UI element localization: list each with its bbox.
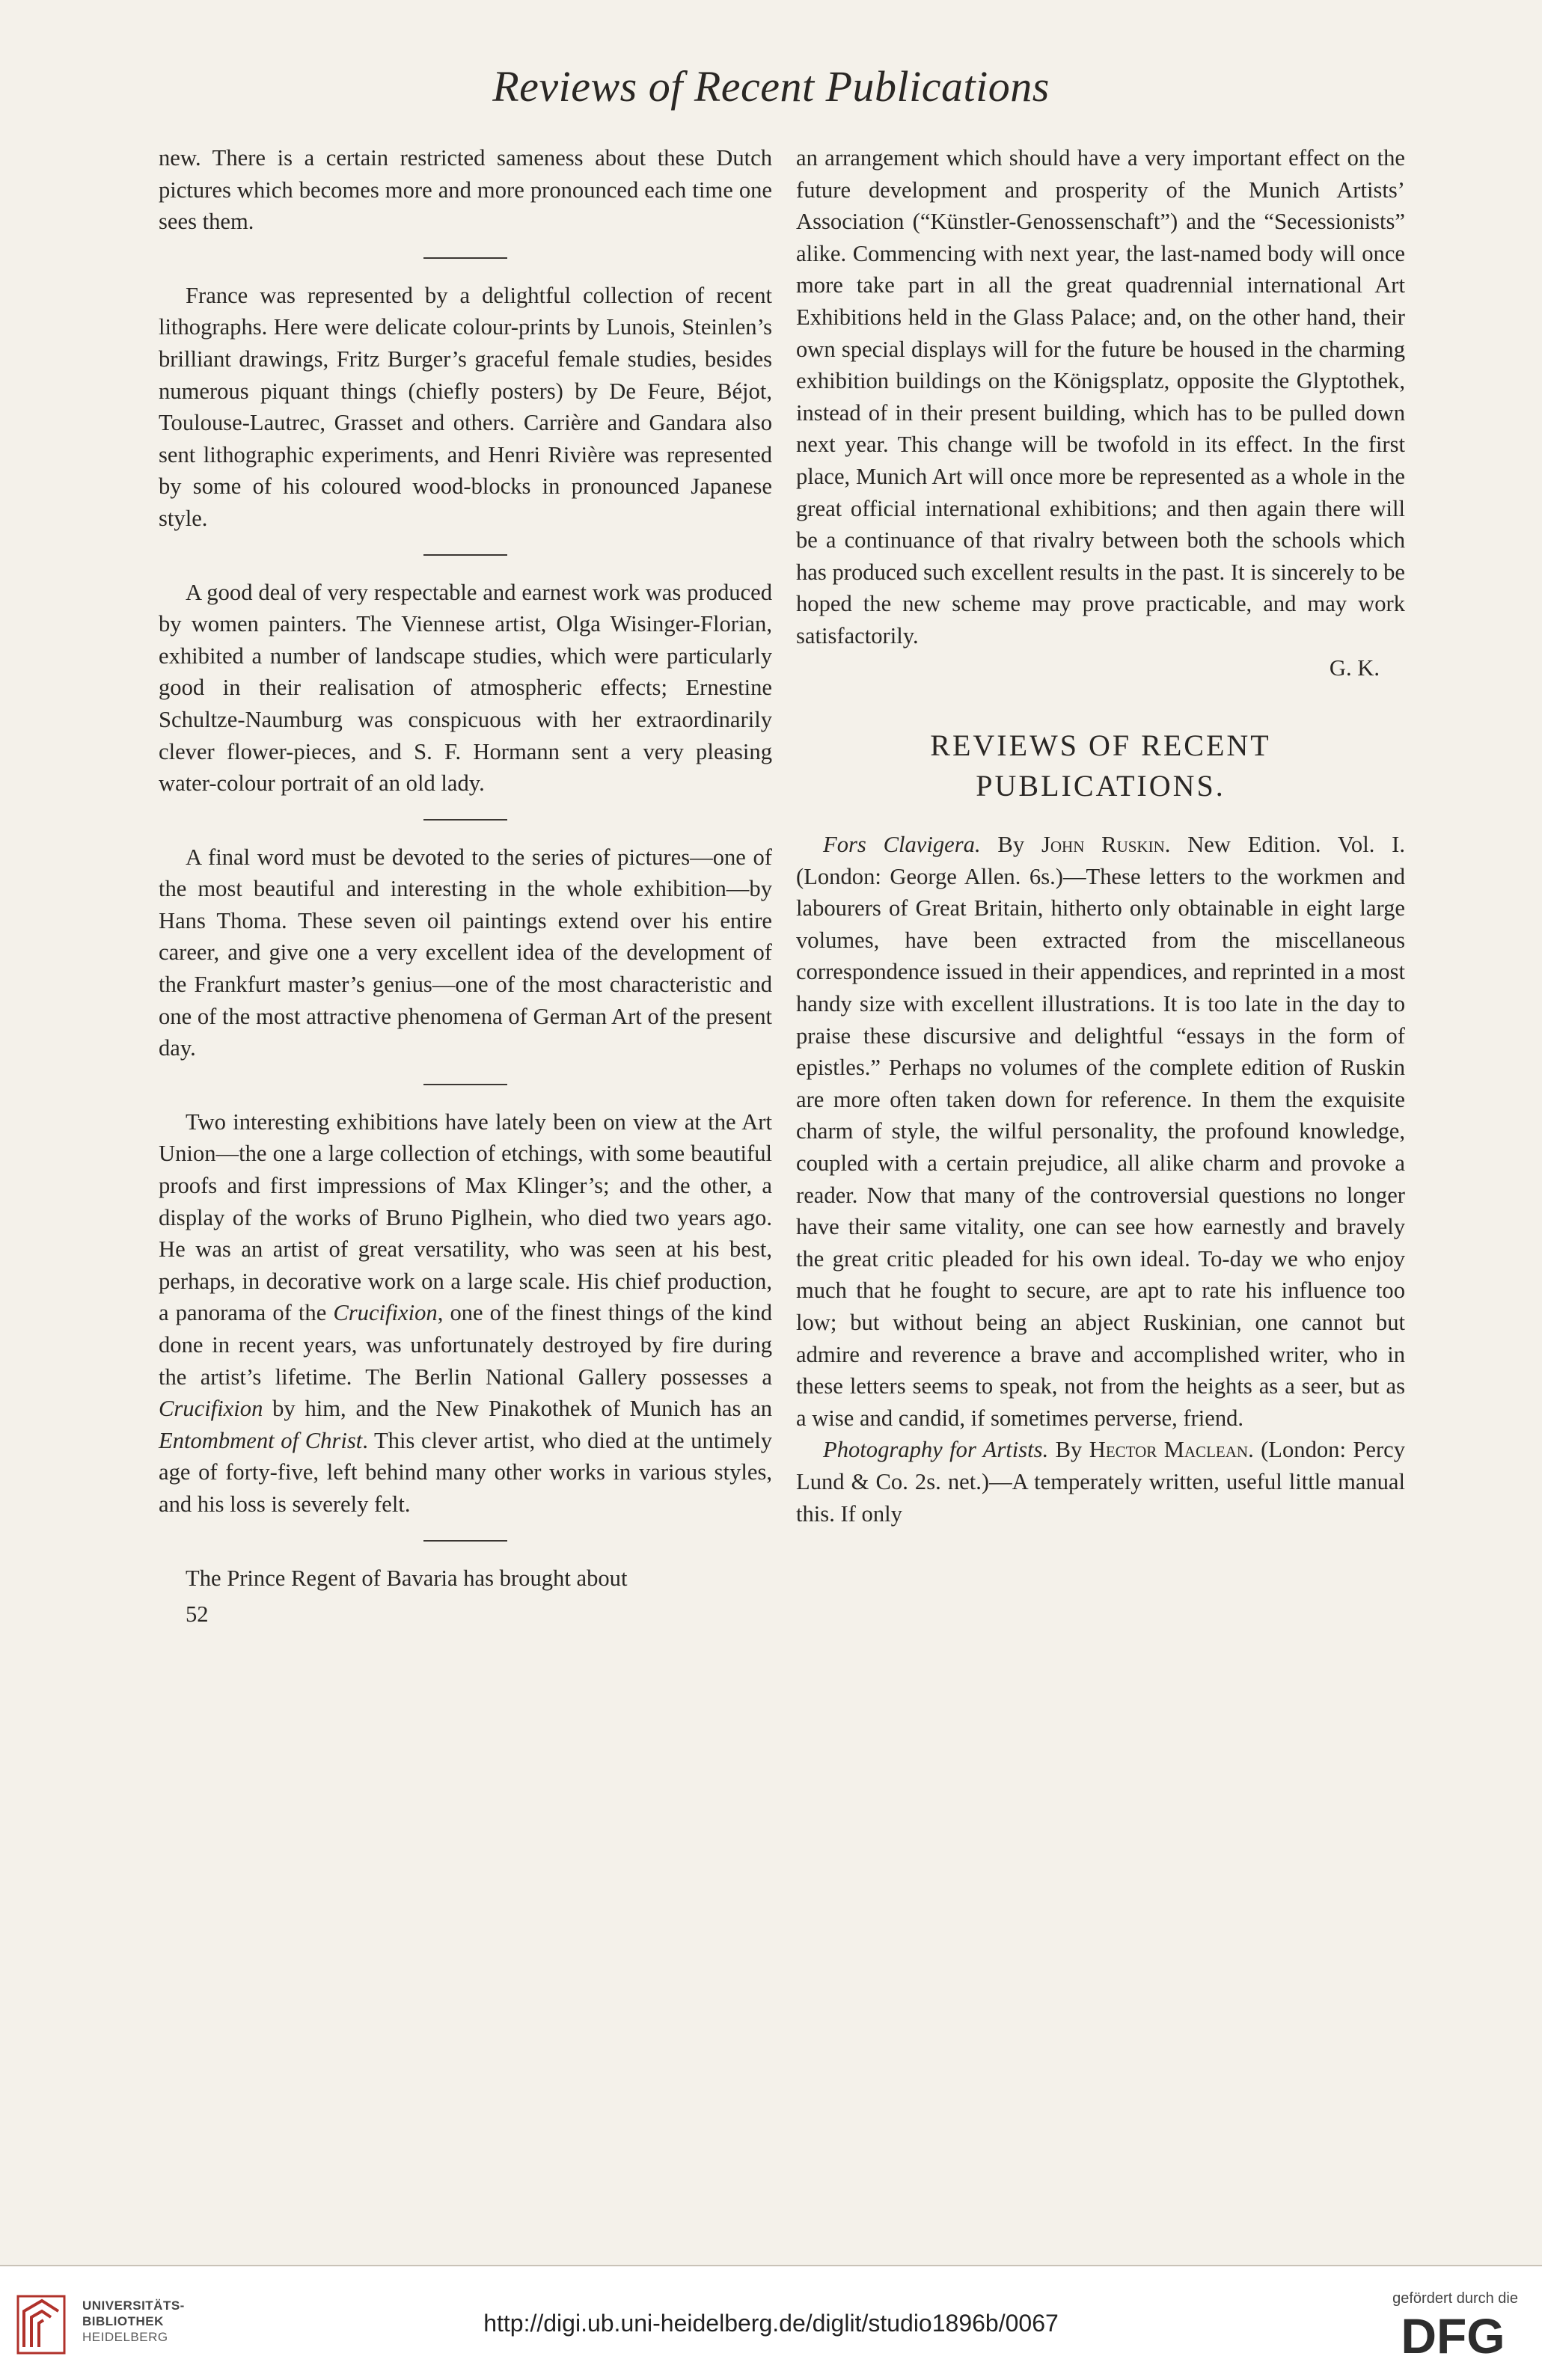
review-text: . New Edition. Vol. I. (London: George Allen. 6s.)—These letters to the workmen and labourers of Great Britain, hitherto only obtainable in eight large volumes, have been extracted from the miscellaneous correspondence issued in their appendices, and reprinted in a most handy size with excellent illustrations. It is too late in the day to praise these discursive and delightful “essays in the form of epistles.” Perhaps no volumes of the complete edition of Ruskin are more often taken down for reference. In them the exquisite charm of style, the wilful personality, the profound knowledge, coupled with a certain prejudice, all alike charm and provoke a reader. Now that many of the controversial questions no longer have their same vitality, one can see how earnestly and bravely the great critic pleaded for his own ideal. To-day we who enjoy much that he fought to secure, are apt to rate his influence too low; but without being an abject Ruskinian, one cannot but admire and reverence a brave and accomplished writer, who in these letters seems to speak, not from the heights as a seer, but as a wise and candid, if sometimes perverse, friend.	[796, 832, 1405, 1431]
text-run: Two interesting exhibitions have lately been on view at the Art Union—the one a large collection of etchings, with some beautiful proofs and first impressions of Max Klinger’s; and the other, a display of the works of Bruno Piglhein, who died two years ago. He was an artist of great versatility, who was seen at his best, perhaps, in decorative work on a large scale. His chief production, a panorama of the	[159, 1108, 772, 1326]
section-divider	[423, 554, 507, 556]
page-number: 52	[186, 1601, 209, 1628]
section-title	[796, 726, 1405, 806]
funding-caption: gefördert durch die	[1392, 2290, 1518, 2307]
review-entry	[796, 1434, 1405, 1530]
book-author: Hector Maclean	[1089, 1437, 1249, 1463]
text-run: By	[980, 832, 1041, 858]
section-title-line: PUBLICATIONS.	[976, 769, 1226, 803]
section-divider	[423, 1084, 507, 1085]
review-entry	[796, 829, 1405, 1434]
dfg-logo	[1386, 2310, 1520, 2358]
review-text: . (London: Percy Lund & Co. 2s. net.)—A temperately written, useful little manual this. If only	[796, 1437, 1406, 1527]
author-signature: G. K.	[1329, 654, 1380, 681]
source-url-link[interactable]: http://digi.ub.uni-heidelberg.de/diglit/studio1896b/0067	[483, 2310, 1059, 2337]
right-column	[796, 142, 1405, 1530]
section-divider	[423, 819, 507, 821]
section-divider	[423, 257, 507, 259]
paragraph	[159, 1106, 772, 1521]
paragraph: new. There is a certain restricted sameness about these Dutch pictures which becomes more and more pronounced each time one sees them.	[159, 145, 772, 235]
text-run: . This clever artist, who died at the untimely age of forty-five, left behind many other works in various styles, and his loss is severely felt.	[159, 1427, 772, 1517]
dfg-logo-text: DFG	[1401, 2310, 1505, 2358]
text-run: by him, and the New Pinakothek of Munich has an	[263, 1396, 772, 1422]
running-head: Reviews of Recent Publications	[492, 62, 1050, 111]
library-name-line: BIBLIOTHEK	[82, 2314, 164, 2328]
library-name-line: HEIDELBERG	[82, 2330, 168, 2344]
artwork-title: Crucifixion	[159, 1396, 263, 1422]
paragraph: The Prince Regent of Bavaria has brought about	[186, 1565, 628, 1591]
text-run: By	[1048, 1437, 1089, 1463]
artwork-title: Entombment of Christ	[159, 1427, 363, 1453]
paragraph: France was represented by a delightful collection of recent lithographs. Here were delicate colour-prints by Lunois, Steinlen’s brilliant drawings, Fritz Burger’s graceful female studies, besides numerous piquant things (chiefly posters) by De Feure, Béjot, Toulouse-Lautrec, Grasset and others. Carrière and Gandara also sent lithographic experiments, and Henri Rivière was represented by some of his coloured wood-blocks in pronounced Japanese style.	[159, 282, 772, 531]
paragraph: A good deal of very respectable and earnest work was produced by women painters. The Viennese artist, Olga Wisinger-Florian, exhibited a number of landscape studies, which were particularly good in their realisation of atmospheric effects; Ernestine Schultze-Naumburg was conspicuous with her extraordinarily clever flower-pieces, and S. F. Hormann sent a very pleasing water-colour portrait of an old lady.	[159, 579, 772, 797]
text-run: , one of the finest things of the kind done in recent years, was unfortunately destroyed by fire during the artist’s lifetime. The Berlin National Gallery possesses a	[159, 1300, 772, 1390]
paragraph: an arrangement which should have a very important effect on the future development and prosperity of the Munich Artists’ Association (“Künstler-Genossenschaft”) and the “Secessionists” alike. Commencing with next year, the last-named body will once more take part in all the great quadrennial international Art Exhibitions held in the Glass Palace; and, on the other hand, their own special displays will for the future be housed in the charming exhibition buildings on the Königsplatz, opposite the Glyptothek, instead of in their present building, which has to be pulled down next year. This change will be twofold in its effect. In the first place, Munich Art will once more be represented as a whole in the great official international exhibitions; and then again there will be a continuance of that rivalry between both the schools which has produced such excellent results in the past. It is sincerely to be hoped the new scheme may prove practicable, and may work satisfactorily.	[796, 145, 1405, 648]
left-column	[159, 142, 772, 1631]
section-title-line: REVIEWS OF RECENT	[930, 729, 1271, 763]
artwork-title: Crucifixion	[333, 1300, 438, 1326]
book-title: Fors Clavigera.	[823, 832, 981, 858]
library-name-line: UNIVERSITÄTS-	[82, 2298, 185, 2313]
paragraph: A final word must be devoted to the series of pictures—one of the most beautiful and interesting in the whole exhibition—by Hans Thoma. These seven oil paintings extend over his entire career, and give one a very excellent idea of the development of the Frankfurt master’s genius—one of the most characteristic and one of the most attractive phenomena of German Art of the present day.	[159, 844, 772, 1061]
section-divider	[423, 1540, 507, 1542]
book-author: John Ruskin	[1041, 832, 1165, 858]
book-title: Photography for Artists.	[823, 1437, 1049, 1463]
